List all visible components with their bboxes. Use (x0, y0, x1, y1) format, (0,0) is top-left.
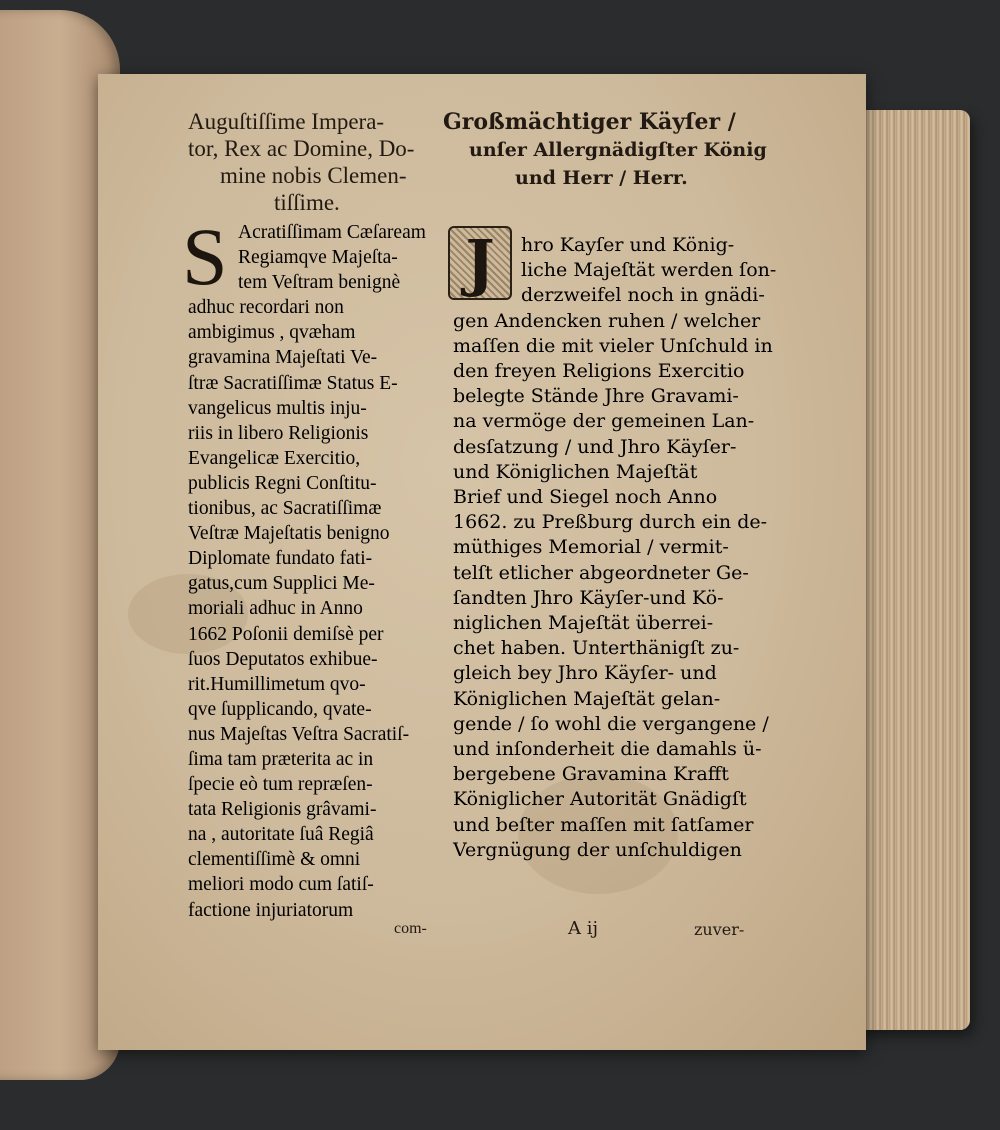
latin-body (188, 220, 448, 923)
latin-line: na , autoritate ſuâ Regiâ (188, 824, 374, 846)
latin-line: gatus,cum Supplici Me- (188, 573, 375, 595)
german-line: Brief und Siegel noch Anno (453, 486, 718, 509)
german-line: na vermöge der gemeinen Lan- (453, 410, 755, 433)
german-title-line: Großmächtiger Käyſer / (443, 109, 736, 135)
german-line: desſatzung / und Jhro Käyſer- (453, 435, 737, 458)
german-line: niglichen Majeſtät überrei- (453, 612, 714, 635)
latin-line: rit.Humillimetum qvo- (188, 673, 366, 695)
latin-line: gravamina Majeſtati Ve- (188, 347, 378, 369)
german-line: derzweifel noch in gnädi- (521, 284, 765, 307)
latin-line: meliori modo cum ſatiſ- (188, 874, 374, 896)
german-line: gen Andencken ruhen / welcher (453, 309, 761, 332)
latin-line: Acratiſſimam Cæſaream (238, 222, 426, 243)
german-title-line: und Herr / Herr. (515, 167, 688, 189)
latin-line: tem Veſtram benignè (238, 272, 401, 294)
german-line: und Königlichen Majeſtät (453, 460, 698, 483)
latin-title-line: mine nobis Clemen- (220, 163, 407, 188)
latin-line: tata Religionis grâvami- (188, 799, 377, 821)
latin-line: publicis Regni Conſtitu- (188, 472, 377, 494)
german-line: gende / ſo wohl die vergangene / (453, 712, 769, 735)
german-line: ſandten Jhro Käyſer-und Kö- (453, 586, 724, 609)
german-line: hro Kayſer und König- (521, 234, 735, 256)
latin-line: ſima tam præterita ac in (188, 748, 374, 770)
latin-line: Regiamqve Majeſta- (238, 247, 398, 269)
latin-line: Evangelicæ Exercitio, (188, 447, 361, 469)
german-line: Vergnügung der unſchuldigen (453, 838, 742, 861)
latin-line: Veſtræ Majeſtatis benigno (188, 523, 390, 545)
german-line: liche Majeſtät werden ſon- (521, 259, 777, 282)
german-catchword: zuver- (694, 920, 745, 939)
latin-line: qve ſupplicando, qvate- (188, 698, 372, 720)
german-line: maſſen die mit vieler Unſchuld in (453, 334, 773, 357)
latin-line: vangelicus multis inju- (188, 397, 367, 419)
latin-line: 1662 Poſonii demiſsè per (188, 623, 384, 645)
latin-line: adhuc recordari non (188, 297, 344, 319)
latin-line: tionibus, ac Sacratiſſimæ (188, 498, 382, 520)
latin-line: clementiſſimè & omni (188, 849, 361, 871)
german-line: den freyen Religions Exercitio (453, 360, 745, 383)
latin-line: riis in libero Religionis (188, 422, 369, 444)
german-drop-cap: J (448, 226, 512, 300)
latin-line: nus Majeſtas Veſtra Sacratiſ- (188, 723, 410, 745)
latin-line: moriali adhuc in Anno (188, 598, 363, 620)
german-line: bergebene Gravamina Krafft (453, 763, 729, 786)
german-line: müthiges Memorial / vermit- (453, 536, 729, 559)
latin-line: ambigimus , qvæham (188, 322, 356, 344)
german-line: telſt etlicher abgeordneter Ge- (453, 561, 749, 584)
latin-catchword: com- (394, 920, 427, 937)
german-line: 1662. zu Preßburg durch ein de- (453, 511, 768, 534)
latin-title-line: tiſſime. (274, 190, 340, 215)
book-page (98, 74, 866, 1050)
latin-line: ſpecie eò tum repræſen- (188, 774, 373, 796)
german-line: Königlicher Autorität Gnädigſt (453, 788, 747, 811)
german-line: und beſter maſſen mit ſatſamer (453, 813, 754, 836)
german-title-line: unſer Allergnädigſter König (469, 139, 767, 161)
german-line: chet haben. Unterthänigſt zu- (453, 637, 740, 660)
latin-drop-cap: S (182, 211, 228, 302)
german-line: Königlichen Majeſtät gelan- (453, 687, 721, 710)
latin-title-line: tor, Rex ac Domine, Do- (188, 136, 415, 161)
latin-title-line: Auguſtiſſime Impera- (188, 109, 385, 134)
german-body (453, 233, 777, 863)
signature-mark: A ij (568, 918, 599, 939)
latin-line: factione injuriatorum (188, 899, 354, 921)
latin-line: Diplomate fundato fati- (188, 548, 373, 570)
latin-line: ſuos Deputatos exhibue- (188, 648, 378, 670)
german-line: und inſonderheit die damahls ü- (453, 738, 762, 761)
german-line: gleich bey Jhro Käyſer- und (453, 662, 717, 685)
latin-line: ſtræ Sacratiſſimæ Status E- (188, 372, 398, 394)
german-line: belegte Stände Jhre Gravami- (453, 385, 739, 408)
german-title (443, 108, 767, 192)
